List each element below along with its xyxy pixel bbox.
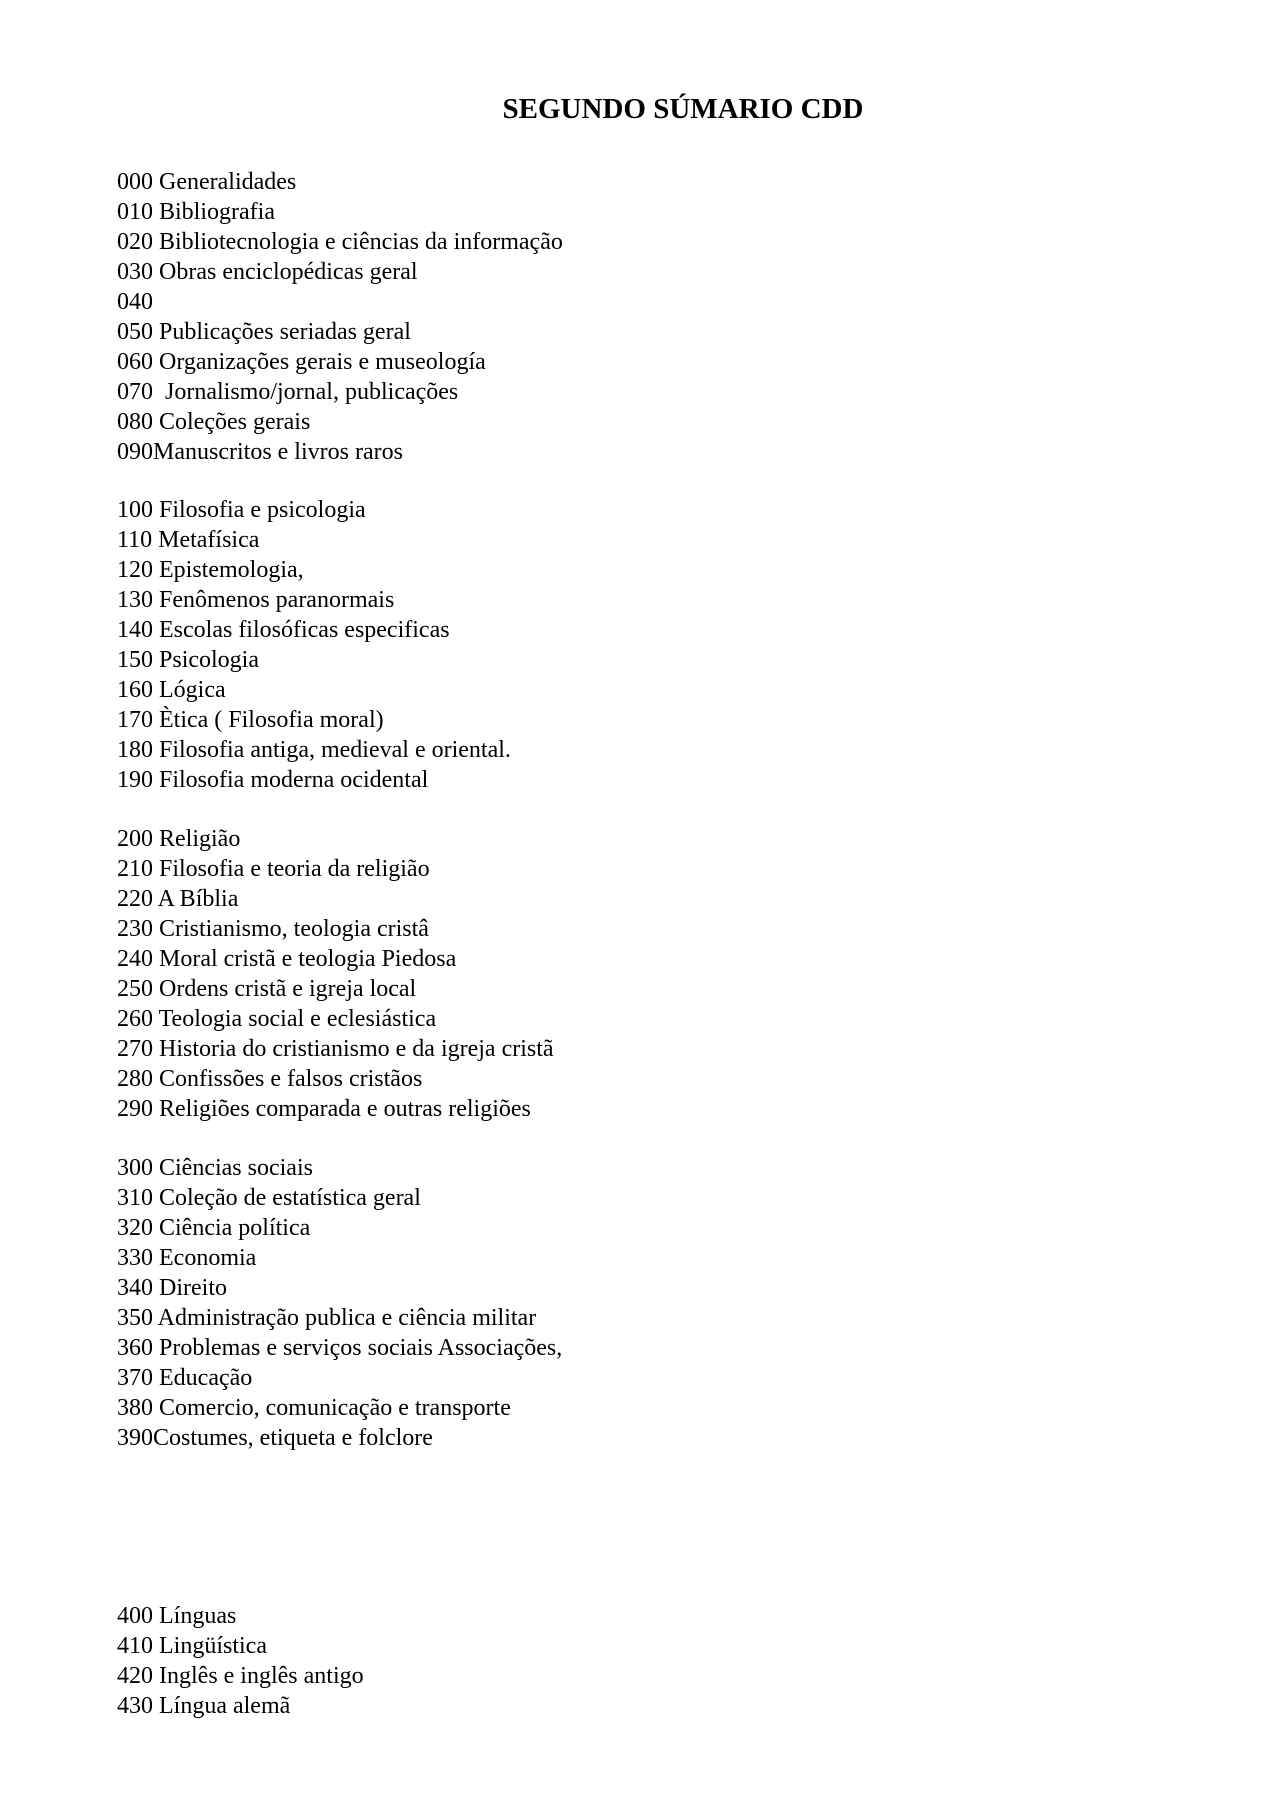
list-item: 390Costumes, etiqueta e folclore bbox=[117, 1425, 433, 1451]
list-item: 010 Bibliografia bbox=[117, 199, 275, 225]
list-item: 070 Jornalismo/jornal, publicações bbox=[117, 379, 459, 405]
list-item: 160 Lógica bbox=[117, 677, 226, 703]
list-item: 290 Religiões comparada e outras religiões bbox=[117, 1096, 531, 1122]
list-item: 020 Bibliotecnologia e ciências da informação bbox=[117, 229, 563, 255]
list-item: 380 Comercio, comunicação e transporte bbox=[117, 1395, 511, 1421]
list-item: 120 Epistemologia, bbox=[117, 557, 304, 583]
list-item: 400 Línguas bbox=[117, 1603, 237, 1629]
list-item: 260 Teologia social e eclesiástica bbox=[117, 1006, 437, 1032]
list-item: 170 Ètica ( Filosofia moral) bbox=[117, 707, 384, 733]
list-item: 230 Cristianismo, teologia cristâ bbox=[117, 916, 429, 942]
list-item: 320 Ciência política bbox=[117, 1215, 311, 1241]
list-item: 040 bbox=[117, 289, 153, 315]
list-item: 300 Ciências sociais bbox=[117, 1155, 313, 1181]
list-item: 000 Generalidades bbox=[117, 169, 297, 195]
list-item: 200 Religião bbox=[117, 826, 241, 852]
list-item: 350 Administração publica e ciência militar bbox=[117, 1305, 537, 1331]
list-item: 180 Filosofia antiga, medieval e oriental. bbox=[117, 737, 511, 763]
list-item: 250 Ordens cristã e igreja local bbox=[117, 976, 417, 1002]
list-item: 210 Filosofia e teoria da religião bbox=[117, 856, 430, 882]
class-group-400 bbox=[117, 1601, 364, 1721]
list-item: 130 Fenômenos paranormais bbox=[117, 587, 395, 613]
list-item: 150 Psicologia bbox=[117, 647, 259, 673]
list-item: 240 Moral cristã e teologia Piedosa bbox=[117, 946, 457, 972]
list-item: 430 Língua alemã bbox=[117, 1693, 291, 1719]
list-item: 270 Historia do cristianismo e da igreja cristã bbox=[117, 1036, 554, 1062]
list-item: 370 Educação bbox=[117, 1365, 253, 1391]
class-group-100 bbox=[117, 495, 511, 795]
list-item: 110 Metafísica bbox=[117, 527, 260, 553]
page-title: SEGUNDO SÚMARIO CDD bbox=[502, 93, 864, 125]
list-item: 030 Obras enciclopédicas geral bbox=[117, 259, 418, 285]
list-item: 220 A Bíblia bbox=[117, 886, 239, 912]
list-item: 090Manuscritos e livros raros bbox=[117, 439, 403, 465]
list-item: 190 Filosofia moderna ocidental bbox=[117, 767, 429, 793]
list-item: 080 Coleções gerais bbox=[117, 409, 311, 435]
class-group-000 bbox=[117, 167, 563, 467]
list-item: 360 Problemas e serviços sociais Associações, bbox=[117, 1335, 563, 1361]
list-item: 410 Lingüística bbox=[117, 1633, 267, 1659]
list-item: 340 Direito bbox=[117, 1275, 227, 1301]
class-group-200 bbox=[117, 824, 554, 1124]
list-item: 100 Filosofia e psicologia bbox=[117, 497, 366, 523]
list-item: 420 Inglês e inglês antigo bbox=[117, 1663, 364, 1689]
list-item: 330 Economia bbox=[117, 1245, 257, 1271]
list-item: 310 Coleção de estatística geral bbox=[117, 1185, 421, 1211]
list-item: 060 Organizações gerais e museología bbox=[117, 349, 486, 375]
list-item: 140 Escolas filosóficas especificas bbox=[117, 617, 450, 643]
list-item: 050 Publicações seriadas geral bbox=[117, 319, 411, 345]
list-item: 280 Confissões e falsos cristãos bbox=[117, 1066, 423, 1092]
class-group-300 bbox=[117, 1153, 562, 1453]
